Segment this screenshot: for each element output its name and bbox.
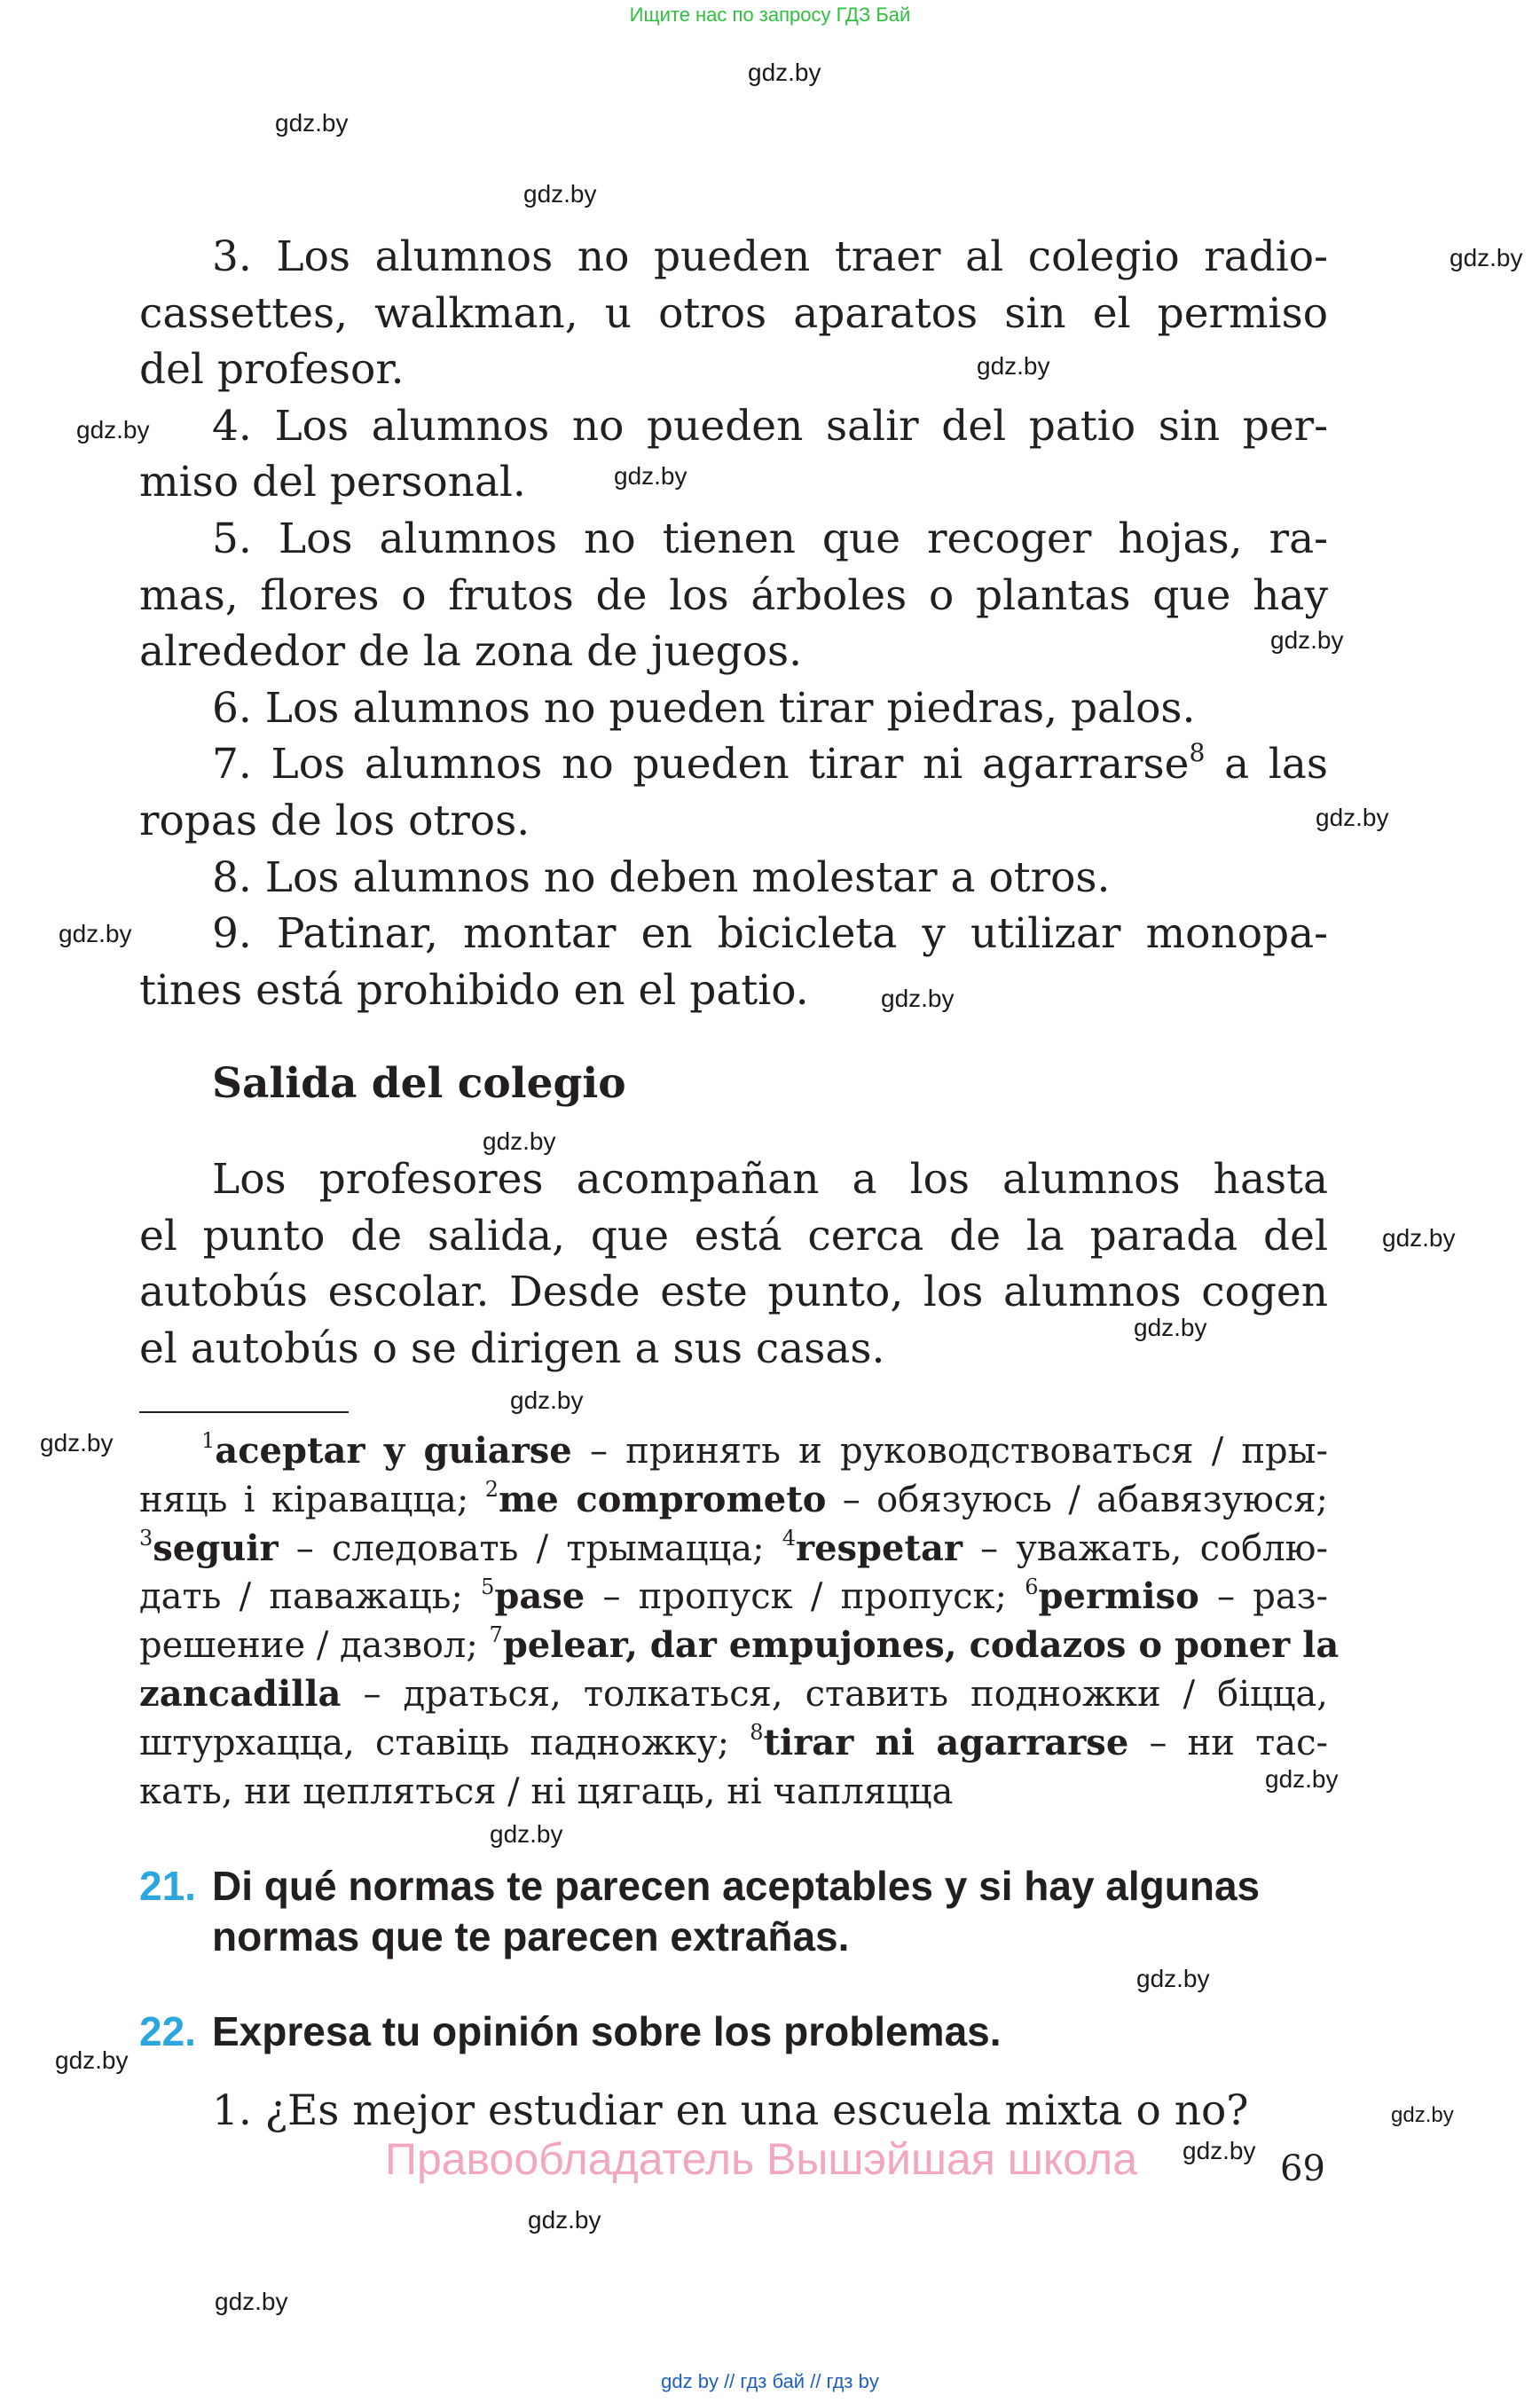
task-text: normas que te parecen extrañas. (212, 1913, 850, 1959)
paragraph-line: Los profesores acompañan a los alumnos hasta (212, 1155, 1328, 1204)
footnotes (139, 1427, 1340, 1816)
section-heading: Salida del colegio (212, 1059, 626, 1108)
rules-list (139, 229, 1328, 1018)
watermark: gdz.by (275, 109, 349, 137)
rule-5-line-2: mas, flores o frutos de los árboles o plantas que hay (139, 570, 1328, 620)
rule-8: 8. Los alumnos no deben molestar a otros. (212, 852, 1111, 902)
watermark: gdz.by (76, 416, 150, 444)
footnote-line: кать, ни цепляться / ні цягаць, ні чапляцца (139, 1771, 954, 1812)
question-1: 1. ¿Es mejor estudiar en una escuela mixta o no? (212, 2086, 1249, 2135)
rule-4-line-1: 4. Los alumnos no pueden salir del patio sin per- (212, 401, 1328, 451)
watermark: gdz.by (1136, 1965, 1210, 1992)
task-22 (139, 2006, 1328, 2057)
watermark: gdz.by (40, 1429, 114, 1457)
watermark: gdz.by (1450, 244, 1523, 271)
footnote-line: zancadilla – драться, толкаться, ставить подножки / біцца, (139, 1672, 1328, 1715)
rule-7-text-b: a las (1224, 740, 1328, 789)
watermark: gdz.by (523, 180, 597, 208)
rule-9-line-2: tines está prohibido en el patio. (139, 965, 809, 1015)
watermark: gdz.by (55, 2046, 129, 2074)
rule-3-line-3: del profesor. (139, 345, 405, 395)
top-banner[interactable]: Ищите нас по запросу ГДЗ Бай (629, 4, 911, 26)
footnote-line: дать / паважаць; $^5$pase – пропуск / пропуск; $^6$permiso – раз- (139, 1574, 1329, 1618)
footnote-line: штурхацца, ставіць падножку; $^8$tirar ni agarrarse – ни тас- (139, 1719, 1329, 1763)
section-paragraph (139, 1151, 1328, 1377)
watermark: gdz.by (1391, 2103, 1454, 2127)
footnote-line: $^1$aceptar y guiarse – принять и руководствоваться / пры- (201, 1428, 1329, 1472)
task-text: Expresa tu opinión sobre los problemas. (212, 2008, 1002, 2054)
watermark: gdz.by (1270, 626, 1344, 654)
watermark: gdz.by (1382, 1224, 1456, 1252)
watermark: gdz.by (215, 2288, 288, 2315)
watermark: gdz.by (614, 462, 688, 490)
rule-7-line-1 (139, 736, 1328, 793)
watermark: gdz.by (1316, 804, 1389, 831)
task-21 (139, 1861, 1328, 1962)
watermark: gdz.by (510, 1386, 584, 1414)
rule-7-line-2: ropas de los otros. (139, 796, 530, 845)
page-number: 69 (1280, 2148, 1325, 2189)
rule-3-line-1: 3. Los alumnos no pueden traer al colegio radio- (212, 232, 1328, 281)
watermark: gdz.by (881, 985, 955, 1012)
rule-5-line-3: alrededor de la zona de juegos. (139, 627, 803, 677)
rights-holder: Правообладатель Вышэйшая школа (385, 2134, 1137, 2184)
footnote-line: решение / дазвол; $^7$pelear, dar empujones, codazos o poner la (139, 1622, 1340, 1667)
rule-9-line-1: 9. Patinar, montar en bicicleta y utilizar monopa- (212, 909, 1328, 959)
paragraph-line: autobús escolar. Desde este punto, los alumnos cogen (139, 1268, 1328, 1317)
watermark: gdz.by (490, 1820, 563, 1848)
paragraph-line: el punto de salida, que está cerca de la parada del (139, 1211, 1328, 1260)
watermark: gdz.by (59, 920, 132, 947)
rule-7-text-a: 7. Los alumnos no pueden tirar ni agarrarse (212, 740, 1190, 789)
task-number: 22. (139, 2008, 196, 2054)
rule-4-line-2: miso del personal. (139, 458, 526, 507)
footnote-mark: 8 (1189, 737, 1206, 767)
task-number: 21. (139, 1863, 196, 1909)
footnote-line: няць і кіравацца; $^2$me comprometo – обязуюсь / абавязуюся; (139, 1477, 1328, 1520)
footnote-line: $^3$seguir – следовать / трымацца; $^4$respetar – уважать, соблю- (139, 1525, 1328, 1569)
footnote-divider (139, 1411, 349, 1413)
watermark: gdz.by (1182, 2137, 1256, 2164)
watermark: gdz.by (528, 2206, 601, 2234)
watermark: gdz.by (977, 352, 1050, 380)
paragraph-line: el autobús o se dirigen a sus casas. (139, 1323, 885, 1373)
watermark: gdz.by (748, 59, 821, 86)
bottom-banner[interactable]: gdz by // гдз бай // гдз by (661, 2370, 879, 2392)
watermark: gdz.by (483, 1127, 556, 1155)
rule-6: 6. Los alumnos no pueden tirar piedras, palos. (212, 683, 1196, 733)
watermark: gdz.by (1265, 1765, 1339, 1793)
rule-3-line-2: cassettes, walkman, u otros aparatos sin el permiso (139, 288, 1328, 338)
rule-5-line-1: 5. Los alumnos no tienen que recoger hojas, ra- (212, 514, 1328, 563)
watermark: gdz.by (1134, 1314, 1207, 1341)
task-text: Di qué normas te parecen aceptables y si hay algunas (212, 1863, 1261, 1909)
